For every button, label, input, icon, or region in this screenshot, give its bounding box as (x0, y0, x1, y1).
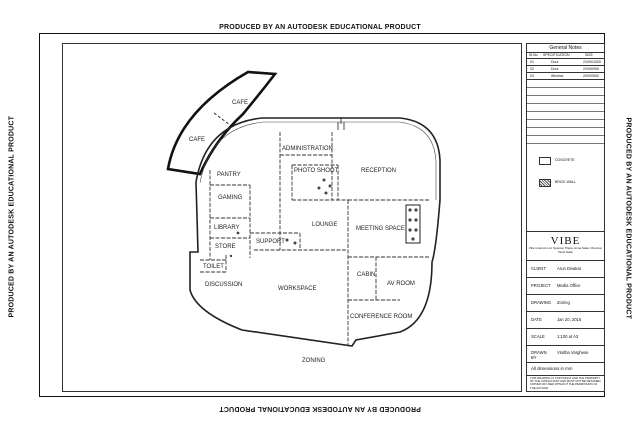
note-row-2-spec: Door (551, 67, 559, 71)
field-drawnby-value: Vinitha Varghese (557, 350, 589, 355)
label-cabin: CABIN (357, 272, 376, 278)
copyright-note: THIS DRAWING IS COPYRIGHT AND THE PROPERTY OF THE CONSULTANT AND MUST NOT BE RETAINED, COPIED OR USED WITHOUT THE PERMISSION OF THE AUTHOR (530, 376, 602, 390)
note-row-3-spec: Window (551, 74, 564, 78)
label-toilet: TOILET (203, 264, 224, 270)
field-scale-key: SCALE (531, 334, 545, 339)
label-lounge: LOUNGE (312, 222, 338, 228)
field-drawnby-key: DRAWN BY (531, 350, 547, 360)
dimensions-note: All dimensions in mm (531, 366, 573, 371)
watermark-top: PRODUCED BY AN AUTODESK EDUCATIONAL PRODUCT (219, 24, 421, 31)
label-av-room: AV ROOM (387, 281, 415, 287)
note-row-1-spec: Door (551, 60, 559, 64)
label-gaming: GAMING (218, 195, 243, 201)
field-client-value: Arun Divakar (557, 266, 582, 271)
field-scale-value: 1:100 at A3 (557, 334, 579, 339)
field-project-key: PROJECT (531, 283, 551, 288)
field-date-key: DATE (531, 317, 542, 322)
legend-brick-label: BRICK WALL (555, 180, 577, 184)
notes-header-size: SIZE (585, 53, 593, 57)
notes-header-spec: SPECIFICATION (543, 53, 570, 57)
watermark-right: PRODUCED BY AN AUTODESK EDUCATIONAL PRODUCT (624, 117, 632, 320)
note-row-1-size: 2100X1000 (583, 60, 601, 64)
note-row-2-no: 02 (530, 67, 534, 71)
company-logo: VIBE (550, 235, 581, 247)
note-row-3-no: 03 (530, 74, 534, 78)
watermark-left: PRODUCED BY AN AUTODESK EDUCATIONAL PRODUCT (8, 115, 16, 318)
entrance-door (338, 117, 344, 130)
label-conference-room: CONFERENCE ROOM (350, 314, 413, 320)
legend-concrete-label: CONCRETE (555, 158, 575, 162)
general-notes-title: General Notes (549, 45, 582, 51)
label-discussion: DISCUSSION (205, 282, 243, 288)
label-cafe-left: CAFE (189, 137, 206, 143)
legend-concrete-swatch (539, 157, 551, 165)
cafe-wing-divider (214, 113, 234, 128)
label-photo-shoot: PHOTO SHOOT (294, 168, 339, 174)
field-client-key: CLIENT (531, 266, 546, 271)
legend-brick-swatch (539, 179, 551, 187)
note-row-3-size: 2000X500 (583, 74, 599, 78)
field-drawing-value: Zoning (557, 300, 570, 305)
label-meeting-space: MEETING SPACE (356, 226, 405, 232)
meeting-table (406, 205, 420, 243)
label-reception: RECEPTION (361, 168, 397, 174)
label-cafe-top: CAFE (232, 100, 249, 106)
watermark-bottom: PRODUCED BY AN AUTODESK EDUCATIONAL PRODUCT (219, 405, 421, 412)
label-support: SUPPORT (256, 239, 285, 245)
field-project-value: Media Office (557, 283, 581, 288)
company-address: Vibe Interiors Ltd. Spencer Plaza, Anna Salai, Chennai, Tamil Nadu (528, 246, 603, 254)
drawing-title: ZONING (302, 358, 326, 364)
title-block (526, 43, 605, 392)
label-workspace: WORKSPACE (278, 286, 317, 292)
label-pantry: PANTRY (217, 172, 241, 178)
field-drawing-key: DRAWING (531, 300, 552, 305)
label-store: STORE (215, 244, 236, 250)
note-row-2-size: 2100X900 (583, 67, 599, 71)
label-administration: ADMINISTRATION (282, 146, 333, 152)
notes-header-no: Sl.No (529, 53, 538, 57)
cafe-wing-wall (168, 72, 275, 174)
note-row-1-no: 01 (530, 60, 534, 64)
outer-wall (190, 118, 440, 346)
field-date-value: Jan 20, 2015 (557, 317, 582, 322)
label-library: LIBRARY (214, 225, 240, 231)
